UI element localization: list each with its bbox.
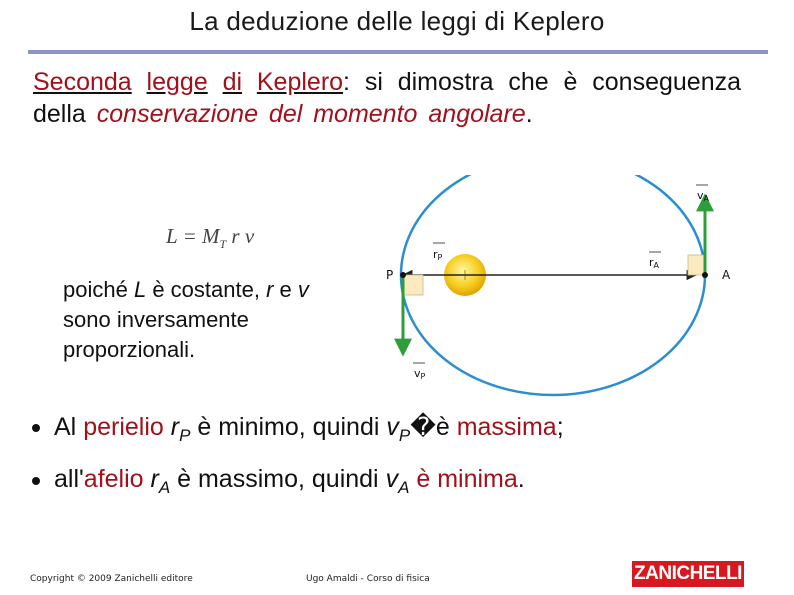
rP-base: r — [433, 248, 438, 261]
aphelion-right-angle — [688, 255, 705, 275]
b2-var: r — [150, 465, 159, 493]
law-word: Seconda — [33, 68, 132, 96]
angular-momentum-formula — [166, 224, 254, 252]
because-r: r — [266, 277, 274, 302]
perihelion-label: P — [386, 268, 394, 282]
b1-is: è — [435, 413, 450, 441]
formula-sub: T — [219, 237, 227, 252]
b1-end: ; — [556, 413, 564, 441]
conservation-term: conservazione del momento angolare — [96, 100, 526, 128]
b2-pre: all' — [54, 465, 84, 493]
b1-glyph: � — [410, 413, 436, 441]
vP-base: v — [414, 367, 421, 380]
because-text — [63, 275, 353, 365]
perihelion-point — [400, 272, 406, 278]
intro-end: . — [525, 100, 533, 128]
vA-label — [697, 189, 710, 203]
bullet-text — [54, 412, 564, 446]
b1-pre: Al — [54, 413, 84, 441]
because-L: L — [133, 277, 147, 302]
b1-var: r — [170, 413, 180, 441]
b1-mid2: è minimo, quindi — [190, 413, 387, 441]
b1-var-sub: P — [179, 426, 191, 445]
rP-label — [433, 248, 443, 262]
orbit-diagram — [370, 175, 750, 397]
intro-paragraph — [33, 66, 741, 130]
because-p4: sono inversamente proporzionali. — [63, 307, 249, 362]
b2-end: . — [517, 465, 525, 493]
aphelion-point — [702, 272, 708, 278]
b2-v-sub: A — [398, 478, 410, 497]
bullet-text — [54, 465, 525, 498]
slide-title: La deduzione delle leggi di Keplero — [189, 6, 605, 36]
rA-label — [649, 256, 660, 270]
title-divider — [28, 50, 768, 54]
because-p2: è costante, — [146, 277, 267, 302]
vP-sub: P — [420, 372, 426, 381]
law-word: Keplero — [256, 68, 344, 96]
intro-text: : si dimostra che è conseguenza della — [33, 68, 742, 128]
formula-rhs: r v — [226, 224, 255, 248]
bullet-dot — [32, 424, 40, 432]
b1-v-sub: P — [398, 426, 411, 445]
rA-base: r — [649, 256, 654, 269]
because-v: v — [297, 277, 309, 302]
because-p1: poiché — [63, 277, 134, 302]
bullet-dot — [32, 477, 40, 485]
b1-post: massima — [449, 413, 557, 441]
b2-term: afelio — [83, 465, 144, 493]
law-word: di — [222, 68, 243, 96]
perihelion-right-angle — [403, 275, 423, 295]
b2-var-sub: A — [158, 478, 171, 497]
b1-term: perielio — [83, 413, 164, 441]
because-p3: e — [273, 277, 298, 302]
vP-label — [414, 367, 426, 381]
b2-v: v — [385, 465, 399, 493]
formula-eq: = M — [177, 224, 220, 248]
vA-base: v — [697, 189, 704, 202]
rP-sub: P — [437, 253, 443, 262]
footer-author: Ugo Amaldi - Corso di fisica — [306, 574, 430, 584]
aphelion-label: A — [722, 268, 731, 282]
formula-lhs: L — [166, 224, 178, 248]
vA-sub: A — [703, 194, 709, 203]
b2-mid2: è massimo, quindi — [170, 465, 386, 493]
rA-sub: A — [653, 261, 660, 270]
zanichelli-logo: ZANICHELLI — [632, 561, 744, 587]
b2-mid1 — [144, 465, 151, 493]
law-word: legge — [146, 68, 208, 96]
footer-copyright: Copyright © 2009 Zanichelli editore — [30, 574, 193, 584]
b1-v: v — [386, 413, 399, 441]
b1-mid1 — [164, 413, 171, 441]
b2-post: è minima — [409, 465, 518, 493]
